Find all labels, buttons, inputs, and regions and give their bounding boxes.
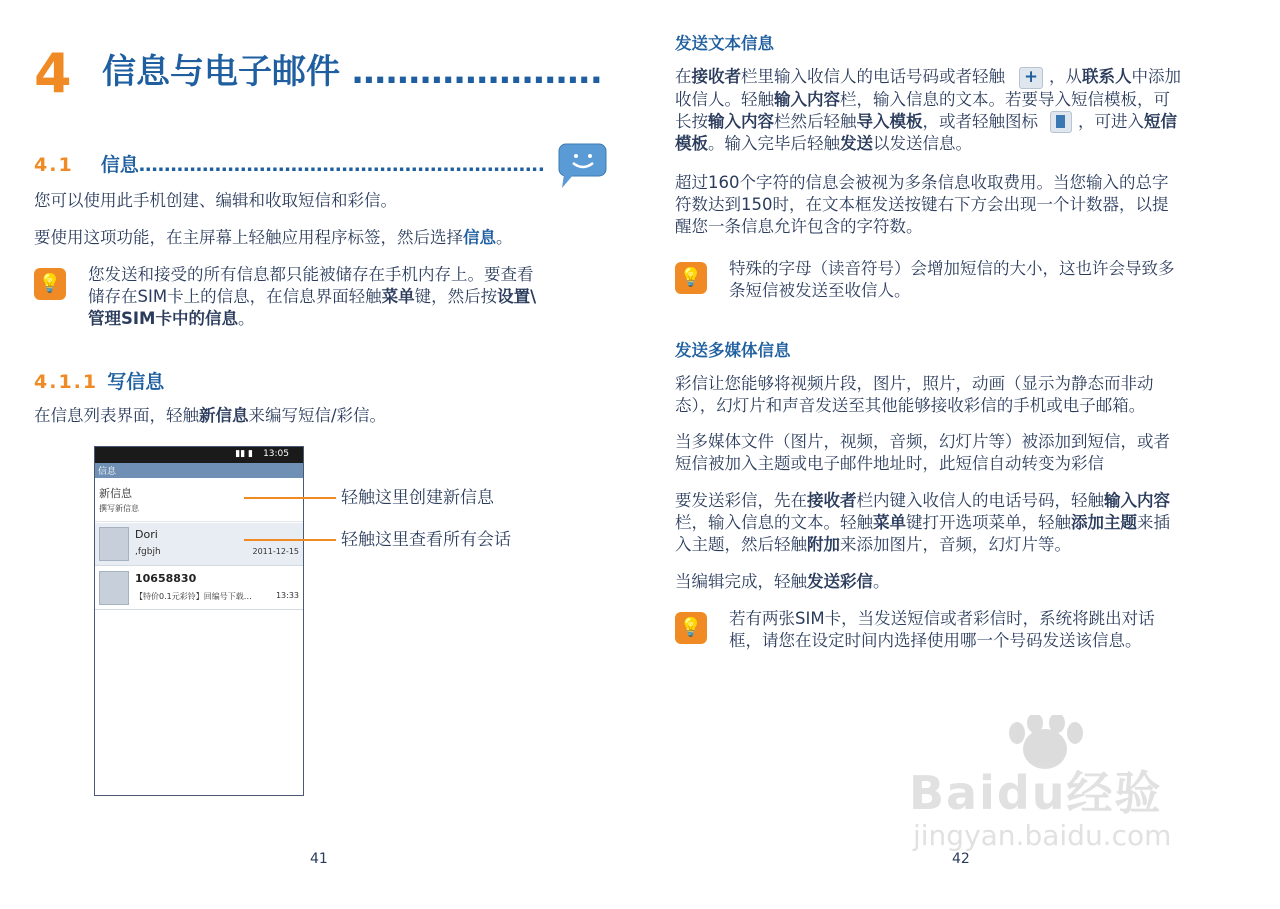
- watermark-logo: Baidu经验: [909, 766, 1163, 820]
- section-title: 信息……………………………………………………….: [100, 154, 545, 176]
- tip-bulb-icon: 💡: [34, 268, 66, 300]
- paragraph: 要发送彩信，先在接收者栏内键入收信人的电话号码，轻触输入内容 栏，输入信息的文本。轻触菜单键打开选项菜单，轻触添加主题来插 入主题，然后轻触附加来添加图片，音频，幻灯片等。: [675, 491, 1170, 554]
- status-bar: [95, 447, 303, 463]
- template-icon: [1050, 111, 1072, 133]
- baidu-watermark: [905, 715, 1205, 865]
- signal-icon: ▮▮ ▮: [235, 449, 253, 459]
- paragraph: 彩信让您能够将视频片段，图片，照片，动画（显示为静态而非动 态），幻灯片和声音发送至其他能够接收彩信的手机或电子邮箱。: [675, 374, 1154, 415]
- paragraph: 您可以使用此手机创建、编辑和收取短信和彩信。: [34, 191, 397, 210]
- chapter-number: 4: [34, 42, 72, 105]
- conversation-item[interactable]: Dori ,fgbjh 2011-12-15: [95, 523, 303, 566]
- section-number: 4.1: [34, 154, 74, 176]
- paragraph: 当编辑完成，轻触发送彩信。: [675, 572, 890, 591]
- chapter-title: 信息与电子邮件 ………………….: [102, 52, 603, 92]
- note-text: 若有两张SIM卡，当发送短信或者彩信时，系统将跳出对话 框，请您在设定时间内选择使用哪一个号码发送该信息。: [729, 609, 1155, 650]
- paragraph: 要使用这项功能，在主屏幕上轻触应用程序标签，然后选择信息。: [34, 228, 513, 247]
- avatar: [99, 571, 129, 605]
- callout-line: [244, 497, 336, 499]
- watermark-url: jingyan.baidu.com: [913, 819, 1172, 852]
- tip-bulb-icon: 💡: [675, 262, 707, 294]
- callout-line: [244, 539, 336, 541]
- message-bubble-icon: [558, 142, 608, 194]
- phone-header: 信息: [95, 463, 303, 478]
- callout-new-message: 轻触这里创建新信息: [341, 488, 494, 508]
- callout-conversations: 轻触这里查看所有会话: [341, 530, 511, 550]
- note-text: 特殊的字母（读音符号）会增加短信的大小，这也许会导致多 条短信被发送至收信人。: [729, 259, 1175, 300]
- subsection-title: 写信息: [107, 371, 165, 393]
- conversation-item[interactable]: 10658830 【特价0.1元彩铃】回编号下载… 13:33: [95, 567, 303, 610]
- page-number: 41: [310, 851, 328, 867]
- paragraph: 在信息列表界面，轻触新信息来编写短信/彩信。: [34, 406, 387, 425]
- paragraph: 超过160个字符的信息会被视为多条信息收取费用。当您输入的总字 符数达到150时，在文本框发送按键右下方会出现一个计数器，以提 醒您一条信息允许包含的字符数。: [675, 173, 1169, 236]
- avatar: [99, 527, 129, 561]
- heading-send-mms: 发送多媒体信息: [675, 341, 791, 360]
- heading-send-text: 发送文本信息: [675, 34, 774, 53]
- clock: 13:05: [263, 449, 289, 459]
- add-contact-icon: +: [1019, 67, 1043, 89]
- subsection-number: 4.1.1: [34, 371, 99, 393]
- paragraph: 在接收者栏里输入收信人的电话号码或者轻触 + ，从联系人中添加 收信人。轻触输入内容栏，输入信息的文本。若要导入短信模板，可 长按输入内容栏然后轻触导入模板，或者轻触图标 ，可进入短信 模板。输入完毕后轻触发送以发送信息。: [675, 66, 1181, 153]
- tip-bulb-icon: 💡: [675, 612, 707, 644]
- page-number: 42: [952, 851, 970, 867]
- paragraph: 当多媒体文件（图片，视频，音频，幻灯片等）被添加到短信，或者 短信被加入主题或电子邮件地址时，此短信自动转变为彩信: [675, 432, 1170, 473]
- new-message-item[interactable]: 新信息 撰写新信息: [95, 481, 303, 522]
- note-text: 您发送和接受的所有信息都只能被储存在手机内存上。要查看 储存在SIM卡上的信息，在信息界面轻触菜单键，然后按设置\ 管理SIM卡中的信息。: [88, 265, 537, 328]
